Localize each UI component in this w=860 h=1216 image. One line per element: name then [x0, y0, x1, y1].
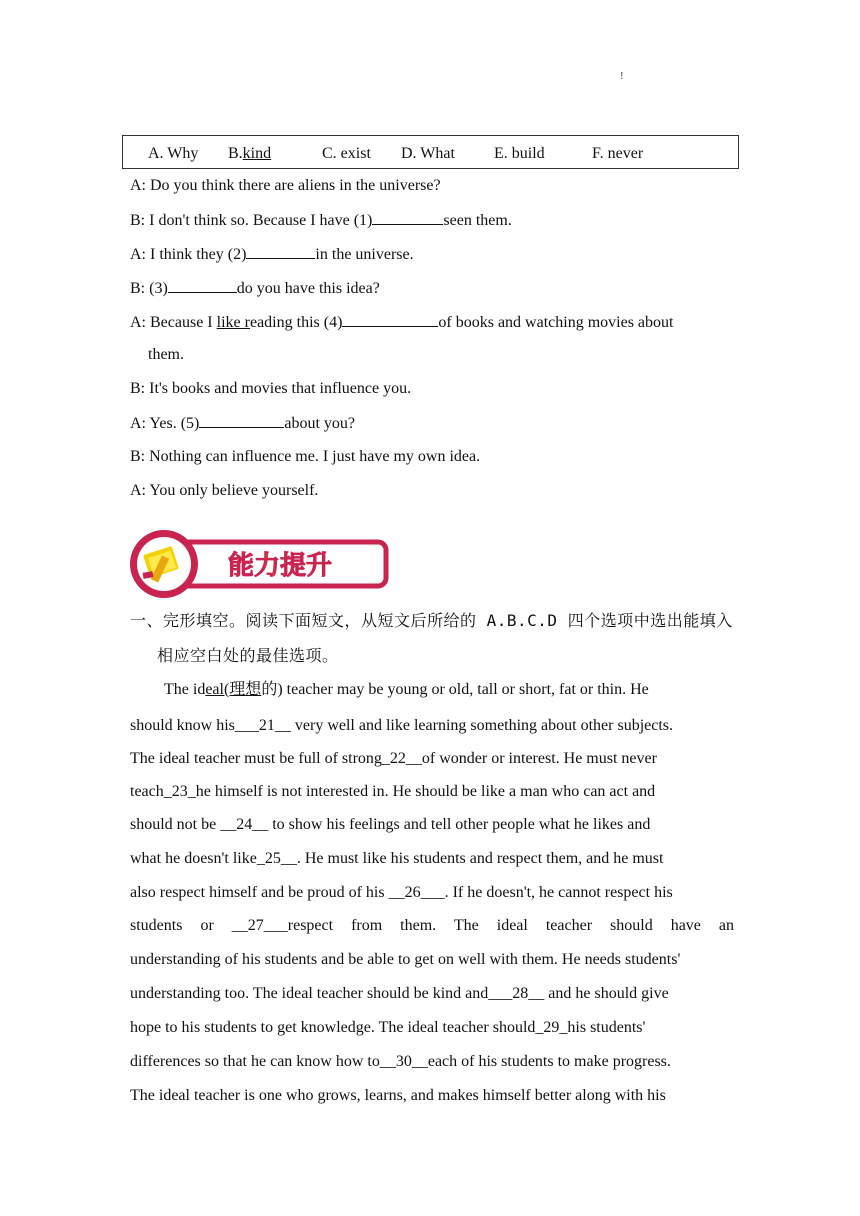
- blank-2[interactable]: [246, 244, 315, 259]
- passage-line-3: The ideal teacher must be full of strong_22__of wonder or interest. He must never: [130, 750, 657, 767]
- dialogue-line-2: B: I don't think so. Because I have (1) seen them.: [130, 212, 512, 229]
- dialogue-line-7: B: It's books and movies that influence you.: [130, 380, 412, 397]
- dialogue-line-9: B: Nothing can influence me. I just have my own idea.: [130, 448, 481, 465]
- dialogue-line-8: A: Yes. (5) about you?: [130, 415, 355, 432]
- passage-line-9: understanding of his students and be able to get on well with them. He needs students': [130, 951, 681, 968]
- dialogue-line-3: A: I think they (2) in the universe.: [130, 246, 414, 263]
- instruction-line-2: 相应空白处的最佳选项。: [157, 646, 339, 665]
- passage-line-13: The ideal teacher is one who grows, learns, and makes himself better along with his: [130, 1087, 666, 1104]
- dialogue-line-1: A: Do you think there are aliens in the universe?: [130, 177, 441, 194]
- option-b: B.kind: [228, 145, 272, 162]
- dialogue-line-10: A: You only believe yourself.: [130, 482, 319, 499]
- word-bank-box: [122, 135, 739, 169]
- passage-line-12: differences so that he can know how to__30__each of his students to make progress.: [130, 1053, 671, 1070]
- passage-line-8: students or __27___respect from them. The ideal teacher should have an: [130, 917, 735, 934]
- blank-5[interactable]: [199, 413, 284, 428]
- blank-1[interactable]: [372, 210, 443, 225]
- passage-line-5: should not be __24__ to show his feelings and tell other people what he likes and: [130, 816, 651, 833]
- passage-line-4: teach_23_he himself is not interested in. He should be like a man who can act and: [130, 783, 656, 800]
- passage-line-6: what he doesn't like_25__. He must like his students and respect them, and he must: [130, 850, 664, 867]
- option-d: D. What: [401, 145, 455, 162]
- banner-title: 能力提升: [228, 551, 333, 581]
- blank-4[interactable]: [342, 312, 438, 327]
- blank-3[interactable]: [168, 278, 237, 293]
- instruction-line-1: 一、完形填空。阅读下面短文，从短文后所给的 A.B.C.D 四个选项中选出能填入: [130, 611, 733, 630]
- passage-line-7: also respect himself and be proud of his __26___. If he doesn't, he cannot respect his: [130, 884, 673, 901]
- option-f: F. never: [592, 145, 644, 162]
- section-banner: [128, 528, 390, 600]
- dialogue-line-6: them.: [148, 346, 184, 363]
- option-c: C. exist: [322, 145, 371, 162]
- page-mark: !: [620, 70, 624, 82]
- option-a: A. Why: [148, 145, 199, 162]
- passage-line-10: understanding too. The ideal teacher should be kind and___28__ and he should give: [130, 985, 669, 1002]
- dialogue-line-5: A: Because I like reading this (4) of books and watching movies about: [130, 314, 674, 331]
- passage-line-2: should know his___21__ very well and like learning something about other subjects.: [130, 717, 674, 734]
- option-e: E. build: [494, 145, 545, 162]
- dialogue-line-4: B: (3) do you have this idea?: [130, 280, 380, 297]
- passage-line-1: The ideal(理想的) teacher may be young or old, tall or short, fat or thin. He: [164, 681, 649, 698]
- passage-line-11: hope to his students to get knowledge. The ideal teacher should_29_his students': [130, 1019, 646, 1036]
